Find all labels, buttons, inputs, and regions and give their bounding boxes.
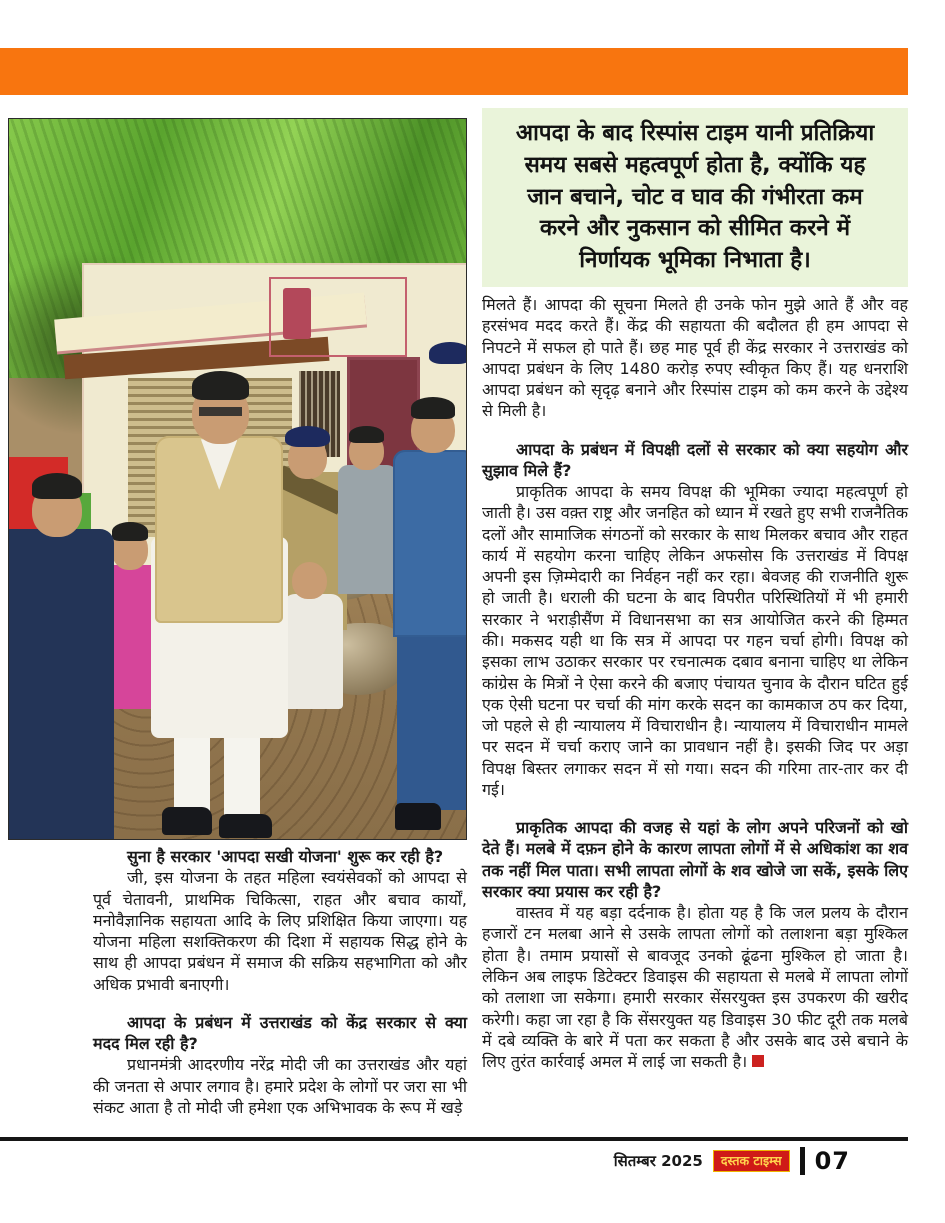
cm-shoe [162, 807, 212, 836]
figure-guard-beret [429, 342, 467, 364]
cm-shoe [219, 814, 272, 838]
question-heading: सुना है सरकार 'आपदा सखी योजना' शुरू कर रही है? [127, 847, 444, 866]
pull-quote-text: आपदा के बाद रिस्पांस टाइम यानी प्रतिक्रिया समय सबसे महत्वपूर्ण होता है, क्योंकि यह जान बचाने, चोट व घाव की गंभीरता कम करने और नुकसान को सीमित करने में निर्णायक भूमिका निभाता है। [515, 119, 875, 274]
question-heading: आपदा के प्रबंधन में विपक्षी दलों से सरकार को क्या सहयोग और सुझाव मिले हैं? [482, 439, 908, 480]
magazine-logo: दस्तक टाइम्स [713, 1150, 790, 1172]
answer-paragraph: प्राकृतिक आपदा के समय विपक्ष की भूमिका ज्यादा महत्वपूर्ण हो जाती है। उस वक़्त राष्ट्र और जनहित को ध्यान में रखते हुए सभी राजनैतिक दलों और सामाजिक संगठनों को सरकार के साथ मिलकर बचाव और राहत कार्य में सहयोग करना चाहिए लेकिन अफसोस कि उत्तराखंड में विपक्ष अपनी इस ज़िम्मेदारी का निर्वहन नहीं कर रहा। बेवजह की राजनीति शुरू हो जाती है। धराली की घटना के बाद विपरीत परिस्थितियों में भी हमारी सरकार ने भराड़ीसैंण में विधानसभा का सत्र आयोजित करने की हिम्मत की। मकसद यही था कि सत्र में आपदा पर गहन चर्चा होगी। विपक्ष को इसका लाभ उठाकर सरकार पर रचनात्मक दबाव बनाना चाहिए था लेकिन कांग्रेस के मित्रों ने ऐसा करने की बजाए पंचायत चुनाव के दौरान घटित हुई एक ऐसी घटना पर चर्चा की मांग करके सदन का कामकाज ठप कर दिया, जो पहले से ही न्यायालय में विचाराधीन है। न्यायालय में विचाराधीन मामले पर सदन में चर्चा कराए जाने का प्रावधान नहीं है। इसकी जिद पर अड़ा विपक्ष बिस्तर लगाकर सदन में सो गया। सदन की गरिमा तार-तार कर दी गई। [482, 482, 908, 799]
page-number: 07 [814, 1147, 850, 1175]
answer-text: वास्तव में यह बड़ा दर्दनाक है। होता यह है कि जल प्रलय के दौरान हजारों टन मलबा आने से उसके लापता लोगों को तलाशना बड़ा मुश्किल होता है। तमाम प्रयासों से बावजूद उनको ढूंढना मुश्किल हो जाता है। लेकिन अब लाइफ डिटेक्टर डिवाइस की सहायता से मलबे में लापता लोगों को तलाशा जा सकेगा। हमारी सरकार सेंसरयुक्त इस उपकरण की खरीद करेगी। कहा जा रहा है कि सेंसरयुक्त यह डिवाइस 30 फीट दूरी तक मलबे में दबे व्यक्ति के बारे में पता कर सकता है और उसके बाद उसे बचाने के लिए तुरंत कार्रवाई अमल में लाई जा सकती है। [482, 903, 908, 1072]
article-end-mark [752, 1055, 764, 1067]
disaster-site-photo [8, 118, 467, 840]
question-heading: आपदा के प्रबंधन में उत्तराखंड को केंद्र सरकार से क्या मदद मिल रही है? [93, 1012, 467, 1054]
building-emblem [283, 288, 310, 338]
page-footer [400, 1147, 850, 1175]
figure-policeman-beret [285, 426, 330, 448]
figure-grey-shirt-hair [349, 426, 384, 443]
figure-crouching-man [283, 594, 342, 709]
answer-paragraph: जी, इस योजना के तहत महिला स्वयंसेवकों को आपदा से पूर्व चेतावनी, प्राथमिक चिकित्सा, राहत और बचाव कार्यों, मनोवैज्ञानिक सहायता आदि के लिए प्रशिक्षित किया जाएगा। यह योजना महिला सशक्तिकरण की दिशा में सहायक सिद्ध होने के साथ ही आपदा प्रबंधन में समाज की सक्रिय सहभागिता को और अधिक प्रभावी बनाएगी। [93, 868, 467, 994]
figure-denim-man-jeans [397, 630, 467, 810]
pull-quote-box [482, 108, 908, 287]
cm-glasses [199, 407, 242, 416]
question-heading: प्राकृतिक आपदा की वजह से यहां के लोग अपने परिजनों को खो देते हैं। मलबे में दफ़न होने के कारण लापता लोगों में से अधिकांश का शव तक नहीं मिल पाता। सभी लापता लोगों के शव खोजे जा सकें, इसके लिए सरकार क्या प्रयास कर रही है? [482, 818, 908, 901]
right-text-column [482, 294, 908, 1072]
figure-grey-shirt-body [338, 465, 397, 595]
cm-hair [192, 371, 249, 400]
figure-crouching-man-head [292, 562, 327, 599]
footer-separator [800, 1147, 805, 1175]
figure-denim-man-shoe [395, 803, 441, 830]
figure-pink-shirt-hair [112, 522, 149, 541]
footer-date: सितम्बर 2025 [613, 1152, 703, 1170]
figure-navy-shirt-body [8, 529, 114, 840]
answer-paragraph [482, 902, 908, 1072]
footer-rule [0, 1137, 908, 1141]
cm-pajama-leg [224, 724, 261, 825]
figure-denim-man-hair [411, 397, 455, 419]
top-orange-bar [0, 48, 908, 95]
figure-navy-shirt-hair [32, 473, 82, 499]
answer-continuation: मिलते हैं। आपदा की सूचना मिलते ही उनके फोन मुझे आते हैं और वह हरसंभव मदद करते हैं। केंद्र की सहायता की बदौलत ही हम आपदा से निपटने में सफल हो पाते हैं। छह माह पूर्व ही केंद्र सरकार ने उत्तराखंड को आपदा प्रबंधन के लिए 1480 करोड़ रुपए स्वीकृत किए हैं। यह धनराशि आपदा प्रबंधन को सृदृढ़ बनाने और रिस्पांस टाइम को कम करने के उद्देश्य से मिली है। [482, 295, 908, 421]
answer-paragraph: प्रधानमंत्री आदरणीय नरेंद्र मोदी जी का उत्तराखंड और यहां की जनता से अपार लगाव है। हमारे प्रदेश के लोगों पर जरा सा भी संकट आता है तो मोदी जी हमेशा एक अभिभावक के रूप में खड़े [93, 1055, 467, 1117]
left-text-column [93, 846, 467, 1118]
figure-denim-man-shirt [393, 450, 467, 637]
